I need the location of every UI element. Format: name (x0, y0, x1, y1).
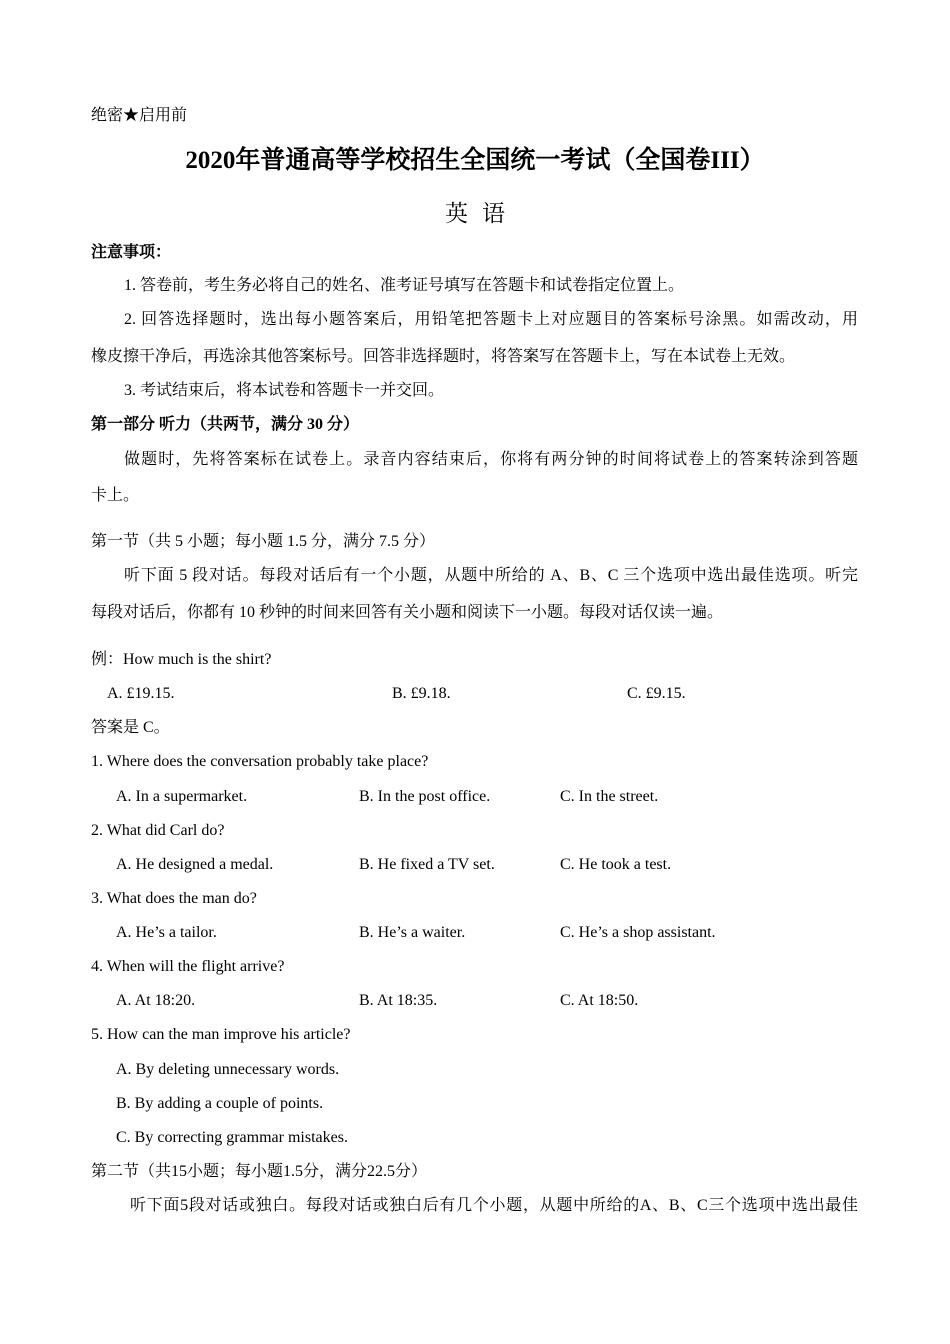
subject-title: 英语 (445, 201, 519, 226)
example-option-a: A. £19.15. (107, 685, 175, 702)
note-item-1: 1. 答卷前，考生务必将自己的姓名、准考证号填写在答题卡和试卷指定位置上。 (124, 277, 685, 294)
question-5-option-c: C. By correcting grammar mistakes. (116, 1129, 348, 1146)
question-1: 1. Where does the conversation probably take place? (91, 753, 429, 770)
notes-heading: 注意事项： (91, 244, 172, 261)
question-2: 2. What did Carl do? (91, 822, 225, 839)
question-2-option-c: C. He took a test. (560, 856, 672, 873)
question-4-option-a: A. At 18:20. (116, 992, 196, 1009)
question-1-option-c: C. In the street. (560, 788, 659, 805)
example-answer: 答案是 C。 (91, 719, 170, 736)
confidential-label: 绝密★启用前 (91, 107, 188, 124)
section1-heading: 第一节（共 5 小题；每小题 1.5 分，满分 7.5 分） (91, 533, 436, 550)
exam-title: 2020年普通高等学校招生全国统一考试（全国卷III） (185, 147, 765, 174)
question-5-option-a: A. By deleting unnecessary words. (116, 1061, 340, 1078)
example-option-c: C. £9.15. (627, 685, 686, 702)
section2-heading: 第二节（共15小题；每小题1.5分，满分22.5分） (91, 1163, 428, 1180)
question-3: 3. What does the man do? (91, 890, 257, 907)
question-3-option-a: A. He’s a tailor. (116, 924, 217, 941)
question-5: 5. How can the man improve his article? (91, 1026, 351, 1043)
note-item-3: 3. 考试结束后，将本试卷和答题卡一并交回。 (124, 382, 445, 399)
question-2-option-a: A. He designed a medal. (116, 856, 274, 873)
example-option-b: B. £9.18. (392, 685, 451, 702)
question-3-option-c: C. He’s a shop assistant. (560, 924, 716, 941)
question-4: 4. When will the flight arrive? (91, 958, 285, 975)
section1-intro-line-1: 听下面 5 段对话。每段对话后有一个小题，从题中所给的 A、B、C 三个选项中选出最佳选项。听完 (124, 567, 858, 584)
part1-heading: 第一部分 听力（共两节，满分 30 分） (91, 416, 360, 433)
note-item-2-line-2: 橡皮擦干净后，再选涂其他答案标号。回答非选择题时，将答案写在答题卡上，写在本试卷上无效。 (91, 348, 796, 365)
example-question: 例：How much is the shirt? (91, 651, 272, 668)
part1-intro-line-1: 做题时，先将答案标在试卷上。录音内容结束后，你将有两分钟的时间将试卷上的答案转涂到答题 (124, 451, 858, 468)
question-4-option-b: B. At 18:35. (359, 992, 438, 1009)
question-4-option-c: C. At 18:50. (560, 992, 639, 1009)
note-item-2-line-1: 2. 回答选择题时，选出每小题答案后，用铅笔把答题卡上对应题目的答案标号涂黑。如需改动，用 (124, 311, 858, 328)
part1-intro-line-2: 卡上。 (91, 487, 140, 504)
section1-intro-line-2: 每段对话后，你都有 10 秒钟的时间来回答有关小题和阅读下一小题。每段对话仅读一遍。 (91, 604, 724, 621)
question-2-option-b: B. He fixed a TV set. (359, 856, 495, 873)
question-3-option-b: B. He’s a waiter. (359, 924, 466, 941)
question-1-option-b: B. In the post office. (359, 788, 491, 805)
question-5-option-b: B. By adding a couple of points. (116, 1095, 324, 1112)
section2-intro-line-1: 听下面5段对话或独白。每段对话或独白后有几个小题，从题中所给的A、B、C三个选项中选出最佳 (130, 1197, 858, 1214)
question-1-option-a: A. In a supermarket. (116, 788, 248, 805)
